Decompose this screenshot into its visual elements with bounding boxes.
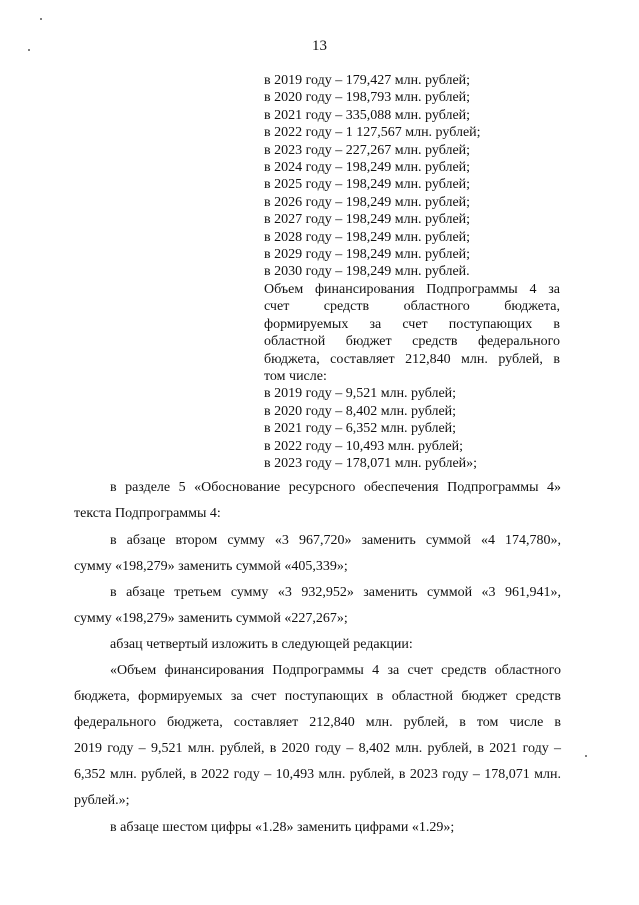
text-line: текста Подпрограммы 4: bbox=[74, 506, 221, 521]
year-line: в 2020 году – 198,793 млн. рублей; bbox=[264, 90, 471, 106]
text-line: сумму «198,279» заменить суммой «227,267»; bbox=[74, 611, 348, 626]
text-line: «Объем финансирования Подпрограммы 4 за счет средств областного bbox=[110, 663, 561, 678]
volume-text-line: бюджета, составляет 212,840 млн. рублей, в bbox=[264, 351, 560, 367]
text-line: рублей.»; bbox=[74, 793, 130, 808]
year-line: в 2023 году – 227,267 млн. рублей; bbox=[264, 142, 471, 158]
year-line: в 2028 году – 198,249 млн. рублей; bbox=[264, 229, 471, 245]
year-line: в 2025 году – 198,249 млн. рублей; bbox=[264, 177, 471, 193]
year-line: в 2024 году – 198,249 млн. рублей; bbox=[264, 160, 471, 176]
text-line: в абзаце втором сумму «3 967,720» заменить суммой «4 174,780», bbox=[110, 533, 561, 548]
scan-speck bbox=[585, 755, 587, 757]
paragraph-two-change bbox=[74, 528, 561, 580]
volume-text-line: счет средств областного бюджета, bbox=[264, 299, 560, 315]
text-line: сумму «198,279» заменить суммой «405,339»; bbox=[74, 559, 348, 574]
text-line: в разделе 5 «Обоснование ресурсного обеспечения Подпрограммы 4» bbox=[110, 480, 561, 495]
page-number: 13 bbox=[312, 38, 327, 54]
text-line: бюджета, формируемых за счет поступающих в областной бюджет средств bbox=[74, 689, 561, 704]
year-line: в 2026 году – 198,249 млн. рублей; bbox=[264, 194, 471, 210]
scan-speck bbox=[40, 18, 42, 20]
year-line: в 2022 году – 1 127,567 млн. рублей; bbox=[264, 125, 481, 141]
paragraph-four-intro bbox=[74, 632, 561, 658]
section5-paragraph bbox=[74, 475, 561, 527]
text-line: 2019 году – 9,521 млн. рублей, в 2020 году – 8,402 млн. рублей, в 2021 году – bbox=[74, 741, 561, 756]
year-line: в 2019 году – 9,521 млн. рублей; bbox=[264, 386, 457, 402]
text-line: в абзаце шестом цифры «1.28» заменить цифрами «1.29»; bbox=[110, 820, 455, 835]
volume-text-line: том числе: bbox=[264, 368, 327, 384]
year-line: в 2030 году – 198,249 млн. рублей. bbox=[264, 264, 470, 280]
year-line: в 2021 году – 6,352 млн. рублей; bbox=[264, 421, 457, 437]
text-line: в абзаце третьем сумму «3 932,952» заменить суммой «3 961,941», bbox=[110, 585, 561, 600]
volume-text-line: областной бюджет средств федерального bbox=[264, 334, 560, 350]
paragraph-six-change bbox=[74, 815, 561, 841]
text-line: федерального бюджета, составляет 212,840 млн. рублей, в том числе в bbox=[74, 715, 561, 730]
year-line: в 2020 году – 8,402 млн. рублей; bbox=[264, 403, 457, 419]
quoted-paragraph bbox=[74, 658, 561, 814]
year-line: в 2027 году – 198,249 млн. рублей; bbox=[264, 212, 471, 228]
year-line: в 2029 году – 198,249 млн. рублей; bbox=[264, 247, 471, 263]
year-line: в 2023 году – 178,071 млн. рублей»; bbox=[264, 455, 478, 471]
volume-text-line: Объем финансирования Подпрограммы 4 за bbox=[264, 281, 560, 297]
volume-text-line: формируемых за счет поступающих в bbox=[264, 316, 560, 332]
text-line: абзац четвертый изложить в следующей редакции: bbox=[110, 637, 413, 652]
amendment-column bbox=[264, 72, 560, 472]
year-line: в 2021 году – 335,088 млн. рублей; bbox=[264, 107, 471, 123]
year-line: в 2019 году – 179,427 млн. рублей; bbox=[264, 73, 471, 88]
year-line: в 2022 году – 10,493 млн. рублей; bbox=[264, 438, 464, 454]
text-line: 6,352 млн. рублей, в 2022 году – 10,493 млн. рублей, в 2023 году – 178,071 млн. bbox=[74, 767, 561, 782]
paragraph-three-change bbox=[74, 580, 561, 632]
